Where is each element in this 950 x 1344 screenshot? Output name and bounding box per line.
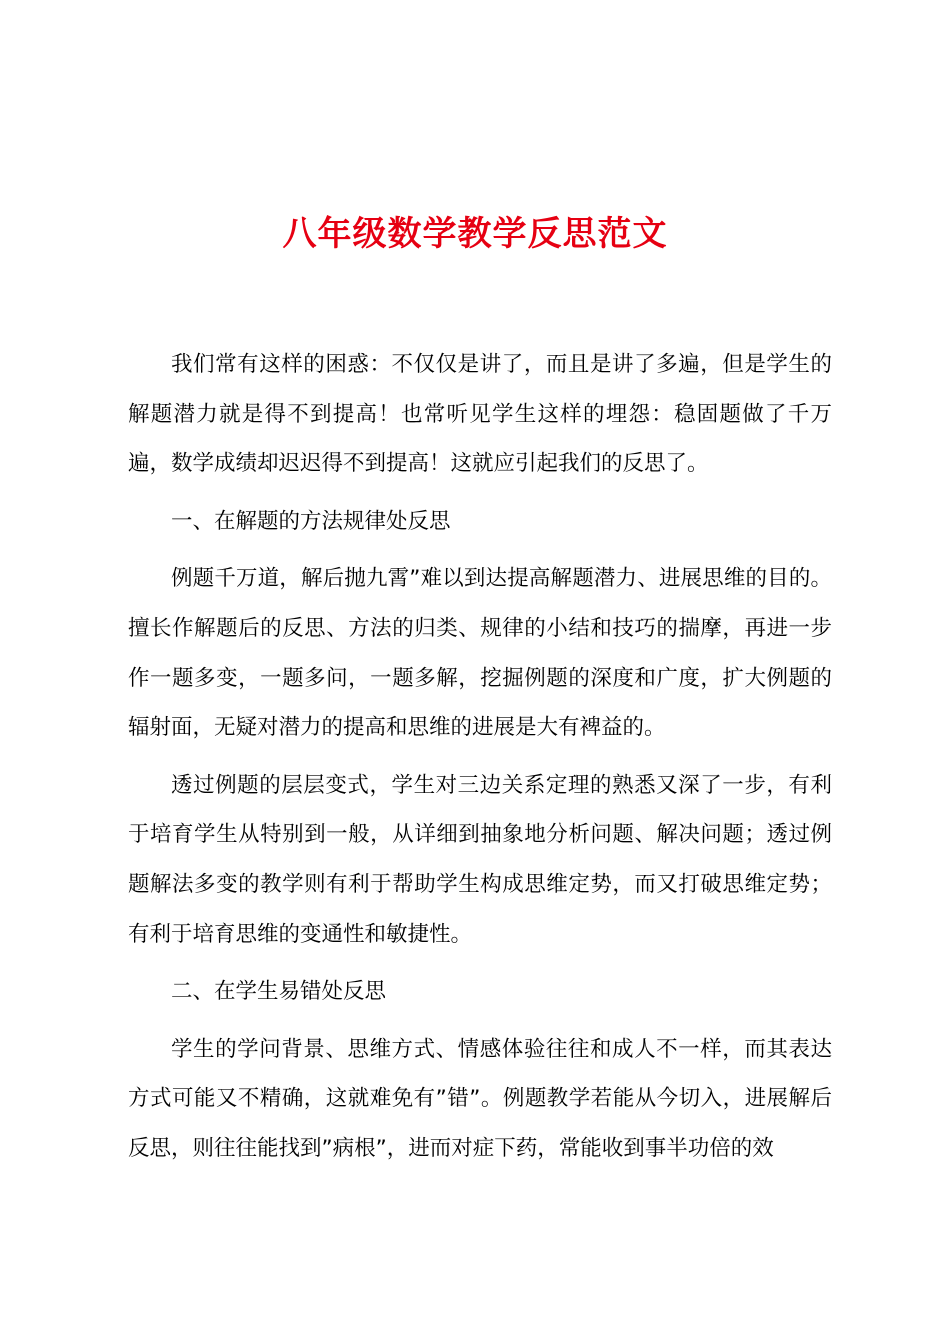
page-title: 八年级数学教学反思范文	[282, 214, 668, 254]
paragraph-section-2-a: 学生的学问背景、思维方式、情感体验往往和成人不一样，而其表达方式可能又不精确，这就难免有”错”。例题教学若能从今切入，进展解后反思，则往往能找到”病根”，进而对症下药，常能收到事半功倍的效	[128, 1036, 832, 1161]
paragraph-section-1-b: 透过例题的层层变式，学生对三边关系定理的熟悉又深了一步，有利于培育学生从特别到一般，从详细到抽象地分析问题、解决问题；透过例题解法多变的教学则有利于帮助学生构成思维定势，而又打破思维定势；有利于培育思维的变通性和敏捷性。	[128, 772, 832, 947]
paragraph-intro: 我们常有这样的困惑：不仅仅是讲了，而且是讲了多遍，但是学生的解题潜力就是得不到提高！也常听见学生这样的埋怨：稳固题做了千万遍，数学成绩却迟迟得不到提高！这就应引起我们的反思了。	[128, 352, 832, 477]
document-body	[128, 340, 832, 1182]
paragraph-section-1-a: 例题千万道，解后抛九霄”难以到达提高解题潜力、进展思维的目的。擅长作解题后的反思、方法的归类、规律的小结和技巧的揣摩，再进一步作一题多变，一题多问，一题多解，挖掘例题的深度和广度，扩大例题的辐射面，无疑对潜力的提高和思维的进展是大有裨益的。	[128, 566, 832, 741]
section-heading-1: 一、在解题的方法规律处反思	[171, 508, 451, 534]
section-heading-2: 二、在学生易错处反思	[171, 979, 387, 1005]
